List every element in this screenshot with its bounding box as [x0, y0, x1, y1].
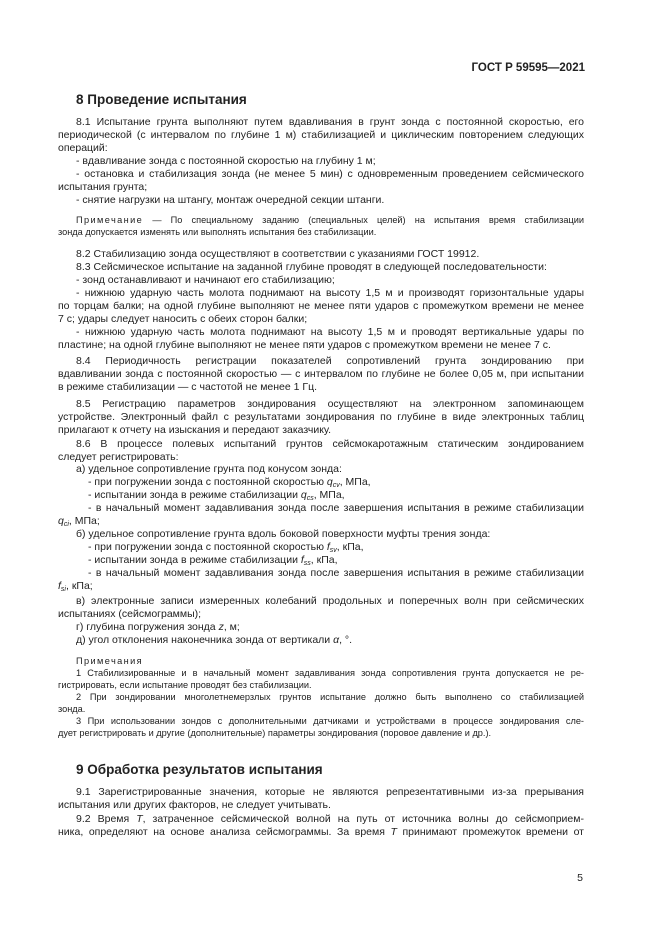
p84-line-3: в режиме стабилизации — с частотой не менее 1 Гц. — [58, 381, 318, 393]
page-number: 5 — [577, 872, 583, 884]
operation-1: - вдавливание зонда с постоянной скоростью на глубину 1 м; — [76, 155, 376, 167]
step-2-line-2: по торцам балки; на одной глубине выполняют не менее пяти ударов с промежутком времени не менее — [58, 300, 584, 312]
p91-line-1: 9.1 Зарегистрированные значения, которые не являются репрезентативными из-за прерывания — [76, 786, 584, 798]
item-b-2: - испытании зонда в режиме стабилизации $f_{ss}$, кПа, — [88, 554, 338, 567]
item-a-3-line-2: $q_{ci}$, МПа; — [58, 515, 100, 528]
p82: 8.2 Стабилизацию зонда осуществляют в соответствии с указаниями ГОСТ 19912. — [76, 248, 480, 260]
item-c-line-1: в) электронные записи измеренных колебаний продольных и поперечных волн при сейсмических — [76, 595, 584, 607]
note-1-line-1: 1 Стабилизированные и в начальный момент задавливания зонда сопротивления грунта допускается не ре- — [76, 668, 584, 678]
notes-label: Примечания — [76, 656, 144, 666]
note-label: Примечание — [76, 215, 144, 225]
step-1: - зонд останавливают и начинают его стабилизацию; — [76, 274, 335, 286]
p92-line-2: ника, определяют на основе анализа сейсмограммы. За время T принимают промежуток времени от — [58, 826, 584, 838]
p92-line-1: 9.2 Время T, затраченное сейсмической волной на путь от источника волны до сейсмоприем- — [76, 813, 584, 825]
step-2-line-3: 7 с; удары следует наносить с обеих сторон балки; — [58, 313, 308, 325]
item-c-line-2: испытаниях (сейсмограммы); — [58, 608, 202, 620]
p91-line-2: испытания или других факторов, не следует учитывать. — [58, 799, 331, 811]
p86-line-1: 8.6 В процессе полевых испытаний грунтов сейсмокаротажным статическим зондированием — [76, 438, 584, 450]
note-text: — По специальному заданию (специальных целей) на испытания время стабилизации — [143, 215, 584, 225]
item-e: д) угол отклонения наконечника зонда от вертикали α, °. — [76, 634, 353, 646]
operation-2-line-1: - остановка и стабилизация зонда (не менее 5 мин) с одновременным проведением сейсмического — [76, 168, 584, 180]
note-3-line-2: дует регистрировать и другие (дополнительные) параметры зондирования (поровое давление и др.). — [58, 728, 492, 738]
note-2-line-1: 2 При зондировании многолетнемерзлых грунтов испытание должно быть выполнено со стабилизацией — [76, 692, 584, 702]
step-2-line-1: - нижнюю ударную часть молота поднимают на высоту 1,5 м и производят горизонтальные удары — [76, 287, 584, 299]
note-line-2: зонда допускается изменять или выполнять испытания без стабилизации. — [58, 227, 377, 237]
item-a-3-line-1: - в начальный момент задавливания зонда после завершения испытания в режиме стабилизации — [88, 502, 584, 514]
p81-line-2: периодической (с интервалом по глубине 1 м) стабилизацией и циклическим повторением следующих — [58, 129, 584, 141]
note-3-line-1: 3 При использовании зондов с дополнительными датчиками и устройствами в процессе зондирования сле- — [76, 716, 584, 726]
item-a-heading: а) удельное сопротивление грунта под конусом зонда: — [76, 463, 342, 475]
item-b-heading: б) удельное сопротивление грунта вдоль боковой поверхности муфты трения зонда: — [76, 528, 491, 540]
item-b-3-line-1: - в начальный момент задавливания зонда после завершения испытания в режиме стабилизации — [88, 567, 584, 579]
standard-header: ГОСТ Р 59595—2021 — [471, 62, 585, 74]
note-1-line-2: гистрировать, если испытание проводят без стабилизации. — [58, 680, 312, 690]
note-2-line-2: зонда. — [58, 704, 86, 714]
item-b-3-line-2: $f_{si}$, кПа; — [58, 580, 93, 593]
p83: 8.3 Сейсмическое испытание на заданной глубине проводят в следующей последовательности: — [76, 261, 547, 273]
operation-2-line-2: испытания грунта; — [58, 181, 148, 193]
p85-line-1: 8.5 Регистрацию параметров зондирования осуществляют на электронном запоминающем — [76, 398, 584, 410]
p86-line-2: следует регистрировать: — [58, 451, 179, 463]
step-3-line-2: пластине; на одной глубине выполняют не менее пяти ударов с промежутком времени не менее 7 с. — [58, 339, 551, 351]
item-a-2: - испытании зонда в режиме стабилизации $q_{cs}$, МПа, — [88, 489, 345, 502]
p81-line-3: операций: — [58, 142, 108, 154]
p84-line-2: вдавливании зонда с постоянной скоростью — с интервалом по глубине не более 0,05 м, при испытании — [58, 368, 584, 380]
section-8-title: 8 Проведение испытания — [76, 92, 247, 107]
item-a-1: - при погружении зонда с постоянной скоростью $q_{cv}$, МПа, — [88, 476, 371, 489]
step-3-line-1: - нижнюю ударную часть молота поднимают на высоту 1,5 м и проводят вертикальные удары по — [76, 326, 584, 338]
section-9-title: 9 Обработка результатов испытания — [76, 762, 323, 777]
p85-line-2: устройстве. Электронный файл с результатами зондирования по глубине в виде электронных таблиц — [58, 411, 584, 423]
item-b-1: - при погружении зонда с постоянной скоростью $f_{sv}$, кПа, — [88, 541, 364, 554]
p85-line-3: прилагают к отчету на изыскания и передают заказчику. — [58, 424, 332, 436]
operation-3: - снятие нагрузки на штангу, монтаж очередной секции штанги. — [76, 194, 385, 206]
item-d: г) глубина погружения зонда z, м; — [76, 621, 240, 633]
p81-line-1: 8.1 Испытание грунта выполняют путем вдавливания в грунт зонда с постоянной скоростью, его — [76, 116, 584, 128]
p84-line-1: 8.4 Периодичность регистрации показателей сопротивлений грунта зондированию при — [76, 355, 584, 367]
